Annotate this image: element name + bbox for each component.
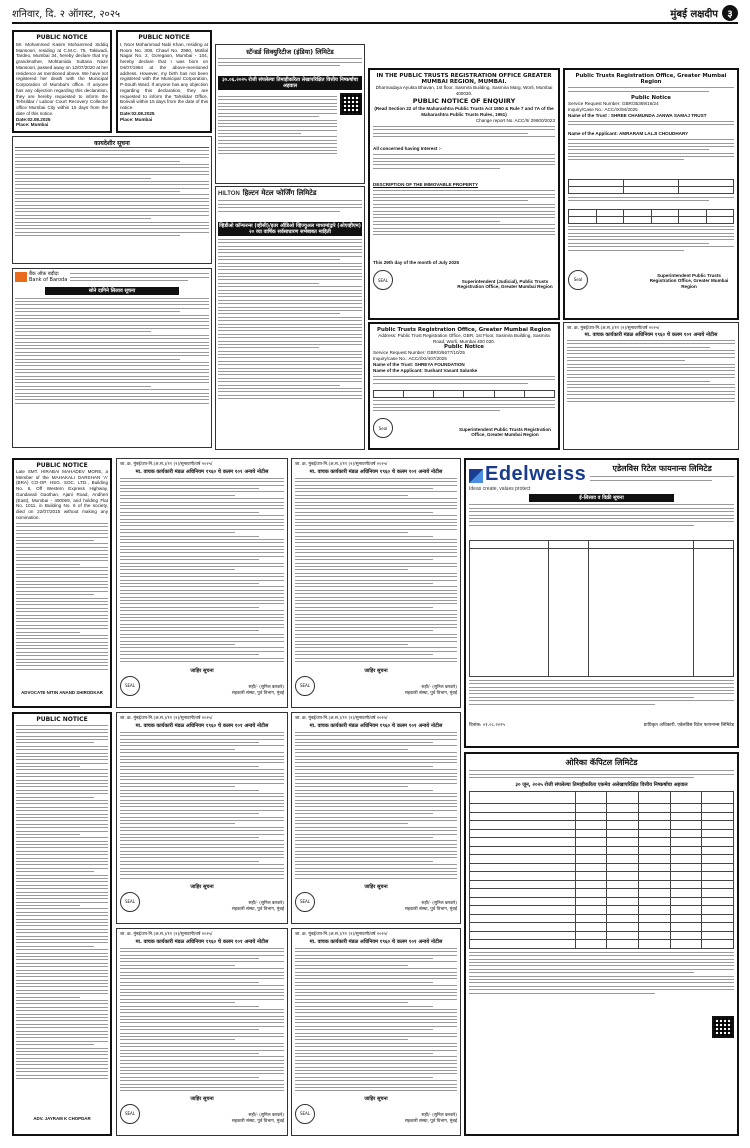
service-request-no: Service Request Number: GBR/35369/16/24	[568, 101, 659, 107]
applicant-name: Name of the Applicant: AMRARAM LALJI CHOUDHARY	[568, 130, 689, 136]
office-name: सहकारी संस्था, पुर्व विभाग, मुंबई	[231, 906, 284, 912]
seal-icon: Seal	[373, 418, 393, 438]
notice-date: Date:02.08.2025	[16, 116, 51, 122]
notice-head: मा. वाचक कार्यकारी मंडळ अधिनियम १९६० चे कलम १०१ अन्वये नोटीस	[309, 468, 443, 475]
seal-icon: SEAL	[295, 892, 315, 912]
public-notice-label: जाहिर सूचना	[364, 667, 388, 674]
property-table	[568, 179, 734, 194]
gold-auction-ribbon: सोने दागिने लिलाव सूचना	[45, 287, 179, 295]
qr-code-icon	[712, 1016, 734, 1038]
officer-sign: सही/- (सुनिल करकरे)	[248, 1112, 284, 1118]
table-row	[470, 812, 734, 821]
notice-head: मा. वाचक कार्यकारी मंडळ अधिनियम १९६० चे कलम १०१ अन्वये नोटीस	[584, 331, 718, 338]
advocate-name: ADV. JAYRAM K CHOPDAR	[33, 1116, 91, 1121]
table-row	[470, 821, 734, 830]
inquiry-no: Inquiry/case No.: ACC/I/XI/407/2025	[373, 356, 447, 362]
public-notice-label: जाहिर सूचना	[190, 667, 214, 674]
masthead-paper: मुंबई लक्षदीप ३	[670, 5, 738, 21]
public-notice-label: जाहिर सूचना	[364, 883, 388, 890]
enquiry-heading: PUBLIC NOTICE OF ENQUIRY	[412, 97, 516, 106]
given-date: This 29th day of the month of July 2025	[373, 260, 460, 266]
company-title: स्टॅन्डर्ड सिक्युरिटीज (इंडिया) लिमिटेड	[246, 48, 334, 56]
public-notice-4	[12, 712, 112, 1136]
advocate-name: ADVOCATE NITIN ANAND SHIRODKAR	[21, 690, 103, 695]
table-row	[470, 855, 734, 864]
table-row	[470, 846, 734, 855]
trust-office-title: IN THE PUBLIC TRUSTS REGISTRATION OFFICE GREATER MUMBAI REGION, MUMBAI.	[376, 73, 552, 85]
legal-notice	[12, 136, 212, 264]
company-title: हिल्टन मेटल फोर्जिंग लिमिटेड	[242, 189, 317, 197]
public-notice-label: जाहिर सूचना	[364, 1095, 388, 1102]
bank-of-baroda-notice	[12, 268, 212, 448]
property-table	[373, 390, 555, 398]
seal-icon: SEAL	[373, 270, 393, 290]
service-request-no: Service Request Number: GBR/0/6677/10/25	[373, 350, 465, 356]
notice-place: Place: Mumbai	[120, 116, 153, 122]
bob-logo-icon	[15, 272, 27, 282]
table-row	[470, 872, 734, 881]
notice-title: PUBLIC NOTICE	[36, 462, 88, 469]
public-notice-1	[12, 30, 112, 133]
table-row	[470, 804, 734, 813]
public-notice-label: जाहिर सूचना	[190, 1095, 214, 1102]
table-row	[470, 940, 734, 949]
office-name: सहकारी संस्था, पुर्व विभाग, मुंबई	[231, 1118, 284, 1124]
public-notice-3	[12, 458, 112, 708]
hilton-logo: HILTON	[218, 190, 240, 197]
deemed-conveyance-notice	[116, 712, 288, 924]
table-row	[470, 923, 734, 932]
deemed-conveyance-notice	[291, 458, 461, 708]
notice-ref: जा. क्र. मुंबई/उप-नि.(अ.स.)/११ (२)/सुनावणी/वर्ष २०२५/	[120, 716, 213, 721]
auction-table	[469, 540, 734, 677]
company-title: ओरिका कॅपिटल लिमिटेड	[565, 758, 638, 767]
officer-sign: सही/- (सुनिल करकरे)	[421, 684, 457, 690]
office-name: सहकारी संस्था, पुर्व विभाग, मुंबई	[231, 690, 284, 696]
edelweiss-logo-icon	[469, 469, 483, 483]
all-concerned: All concerned having Interest :-	[373, 146, 442, 152]
public-notice-2	[116, 30, 212, 133]
masthead-date: शनिवार, दि. २ ऑगस्ट, २०२५	[12, 9, 121, 20]
seal-icon: SEAL	[295, 676, 315, 696]
orica-capital-results	[464, 752, 739, 1136]
table-row	[470, 914, 734, 923]
inquiry-no: Inquiry/Case No.: ACC/IX/94/2025	[568, 107, 638, 113]
notice-ref: जा. क्र. मुंबई/उप-नि.(अ.स.)/११ (२)/सुनावणी/वर्ष २०२५/	[567, 326, 660, 331]
table-row	[470, 889, 734, 898]
hilton-metal-notice	[215, 186, 365, 450]
officer-sign: सही/- (सुनिल करकरे)	[421, 900, 457, 906]
superintendent-sign: Superintendent Public Trusts Registration Office, Greater Mumbai Region	[649, 272, 729, 290]
seal-icon: Seal	[568, 270, 588, 290]
seal-icon: SEAL	[120, 1104, 140, 1124]
officer-sign: सही/- (सुनिल करकरे)	[248, 900, 284, 906]
legal-notice-text	[15, 150, 209, 264]
officer-sign: सही/- (सुनिल करकरे)	[421, 1112, 457, 1118]
public-notice-heading: Public Notice	[444, 344, 484, 351]
notice-body: I, Noor Mohammad Nabi Khan, residing at Room No. 308, Chawl No. 2960, Motilal Nagar No. 2, Goregaon, Mumbai - 104, hereby declare that I was born on 04/07/1954 at the above-mentioned address. However, my birth has not been registered with the Municipal Corporation, P-South Ward. If anyone has any objection regarding this declaration, they are requested to inform the Tahsildar Office, Borivali within 15 days from the date of this notice.	[120, 42, 208, 111]
notice-head: मा. वाचक कार्यकारी मंडळ अधिनियम १९६० चे कलम १०१ अन्वये नोटीस	[309, 722, 443, 729]
notice-title: PUBLIC NOTICE	[138, 34, 190, 41]
notice-head: मा. वाचक कार्यकारी मंडळ अधिनियम १९६० चे कलम १०१ अन्वये नोटीस	[309, 938, 443, 945]
page-number: ३	[722, 5, 738, 21]
trust-name: Name of the Trust : SHREE CHAMUNDA JANWA SAMAJ TRUST	[568, 112, 707, 118]
auction-ribbon: ई-लिलाव व विक्री सूचना	[529, 494, 674, 502]
public-trust-enquiry-3	[368, 322, 560, 450]
notice-ref: जा. क्र. मुंबई/उप-नि.(अ.स.)/११ (२)/सुनावणी/वर्ष २०२५/	[120, 462, 213, 467]
deemed-conveyance-notice-top	[563, 322, 739, 450]
table-row	[470, 829, 734, 838]
seal-icon: SEAL	[120, 676, 140, 696]
notice-head: मा. वाचक कार्यकारी मंडळ अधिनियम १९६० चे कलम १०१ अन्वये नोटीस	[135, 722, 269, 729]
notice-body: Late SMT. HIRABAI MAHADEV MORE, a Member of the MAHAKALI DARSHAN 'A' (BRA) CO-OP. HSG. SOC. LTD., Building No. 6, Off Western Express Highway, Gundavali Gaothan, Ajani Road, Andheri (East), Mumbai - 400069, and holding Flat No. 1011, in Building No. 6 of the society, died on 22/07/2015 without making any nomination.	[16, 469, 108, 520]
table-row	[470, 906, 734, 915]
authorised-officer: प्राधिकृत अधिकारी, एडेलविस रिटेल फायनान्स लिमिटेड	[643, 722, 734, 728]
seal-icon: SEAL	[295, 1104, 315, 1124]
seal-icon: SEAL	[120, 892, 140, 912]
notice-date: दिनांक: ०१.०८.२०२५	[469, 722, 505, 728]
notice-date: Date:02.08.2025	[120, 110, 155, 116]
applicant-name: Name of the Applicant: Sushant Vasant Salunke	[373, 367, 478, 373]
edelweiss-auction-notice	[464, 458, 739, 748]
trust-office-address: Dharmadaya Ayukta Bhavan, 1st floor, Sasmira Building, Sasmira Marg, Worli, Mumbai 400030.	[375, 85, 553, 96]
public-notice-label: जाहिर सूचना	[190, 883, 214, 890]
immovable-table	[568, 209, 734, 224]
agm-ribbon: व्हिडीओ कॉन्फरन्स (व्हीसी)/इतर ऑडिओ व्हिज्युअल माध्यमांद्वारे (ओएव्हीएम) २० व्या वार्षिक सर्वसाधारण सभेबाबत माहिती	[219, 223, 361, 236]
notice-ref: जा. क्र. मुंबई/उप-नि.(अ.स.)/११ (२)/सुनावणी/वर्ष २०२५/	[120, 932, 213, 937]
legal-notice-title: कायदेशीर सूचना	[15, 139, 209, 148]
trust-office-title: Public Trusts Registration Office, Greater Mumbai Region	[575, 73, 727, 85]
table-row	[470, 863, 734, 872]
public-trust-enquiry-1	[368, 68, 560, 320]
results-heading: ३० जून, २०२५ रोजी संपलेल्या तिमाहीकरिता एकमेव अलेखापरिक्षित वित्तीय निष्कर्षाचा अहवाल	[515, 782, 688, 789]
edelweiss-logo: Edelweiss Ideas create, values protect	[469, 463, 587, 492]
notice-head: मा. वाचक कार्यकारी मंडळ अधिनियम १९६० चे कलम १०१ अन्वये नोटीस	[135, 938, 269, 945]
results-ribbon: ३०.०६.२०२५ रोजी संपलेल्या तिमाहीकरिता लेखापरिक्षित वित्तीय निष्कर्षाचा अहवाल	[218, 76, 362, 90]
superintendent-sign: Superintendent (Judicial), Public Trusts Registration Office, Greater Mumbai Region	[457, 278, 553, 290]
change-report-no: Change report No. ACC/II/ 29600/2023	[475, 117, 555, 123]
enquiry-subheading: (Read Section 22 of the Maharashtra Public Trusts Act 1950 & Rule 7 and 7A of the Maharashtra Public Trusts Rules, 1951)	[374, 106, 554, 118]
bank-of-baroda-logo: बैंक ऑफ़ बड़ौदा Bank of Baroda	[15, 271, 67, 283]
trust-office-address: Address: Public Trust Registration Office, GBR, 1st Floor, Sasmira Building, Sasmira Road, Worli, Mumbai 400 030.	[378, 333, 550, 344]
notice-place: Place: Mumbai	[16, 122, 49, 128]
notice-head: मा. वाचक कार्यकारी मंडळ अधिनियम १९६० चे कलम १०१ अन्वये नोटीस	[135, 468, 269, 475]
table-row	[470, 897, 734, 906]
notice-ref: जा. क्र. मुंबई/उप-नि.(अ.स.)/११ (२)/सुनावणी/वर्ष २०२५/	[295, 462, 388, 467]
deemed-conveyance-notice	[116, 458, 288, 708]
company-title: एडेलविस रिटेल फायनान्स लिमिटेड	[612, 464, 712, 473]
officer-sign: सही/- (सुनिल करकरे)	[248, 684, 284, 690]
qr-code-icon	[340, 93, 362, 115]
notice-ref: जा. क्र. मुंबई/उप-नि.(अ.स.)/११ (२)/सुनावणी/वर्ष २०२५/	[295, 716, 388, 721]
table-row	[470, 880, 734, 889]
masthead	[12, 4, 738, 24]
table-row	[470, 792, 734, 804]
trust-name: Name of the Trust: SHREYA FOUNDATION	[373, 361, 465, 367]
office-name: सहकारी संस्था, पुर्व विभाग, मुंबई	[404, 1118, 457, 1124]
office-name: सहकारी संस्था, पुर्व विभाग, मुंबई	[404, 690, 457, 696]
office-name: सहकारी संस्था, पुर्व विभाग, मुंबई	[404, 906, 457, 912]
deemed-conveyance-notice	[291, 928, 461, 1136]
notice-ref: जा. क्र. मुंबई/उप-नि.(अ.स.)/११ (२)/सुनावणी/वर्ष २०२५/	[295, 932, 388, 937]
superintendent-sign: Superintendent Public Trusts Registration Office, Greater Mumbai Region	[459, 426, 551, 438]
trust-office-title: Public Trusts Registration Office, Greater Mumbai Region	[377, 327, 551, 333]
public-trust-enquiry-2	[563, 68, 739, 320]
table-row	[470, 838, 734, 847]
public-notice-heading: Public Notice	[631, 95, 671, 102]
notice-title: PUBLIC NOTICE	[36, 716, 88, 723]
deemed-conveyance-notice	[291, 712, 461, 924]
property-description: DESCRIPTION OF THE IMMOVABLE PROPERTY	[373, 182, 479, 188]
notice-body: Mr. Mohammed Kasim Mohammed Siddiq Mansoori, residing at C.M.C. 75, Takiwadi, Tardeo, Mumbai 34, hereby declare that my grandmother, Mohtamida Sultana Nazir Mansoori, passed away on 12/07/2020 at her residence as mentioned above. We have not registered her death with the Municipal Corporation of Mumbai's office. If anyone has any objection regarding this declaration, they are hereby requested to inform the Tehsildar / Labour Court Recovery Collector office Mumbai City within 15 days from the date of this notice.	[16, 42, 108, 116]
deemed-conveyance-notice	[116, 928, 288, 1136]
standard-securities-notice	[215, 44, 365, 184]
table-row	[470, 931, 734, 940]
notice-title: PUBLIC NOTICE	[36, 34, 88, 41]
results-table	[469, 791, 734, 949]
